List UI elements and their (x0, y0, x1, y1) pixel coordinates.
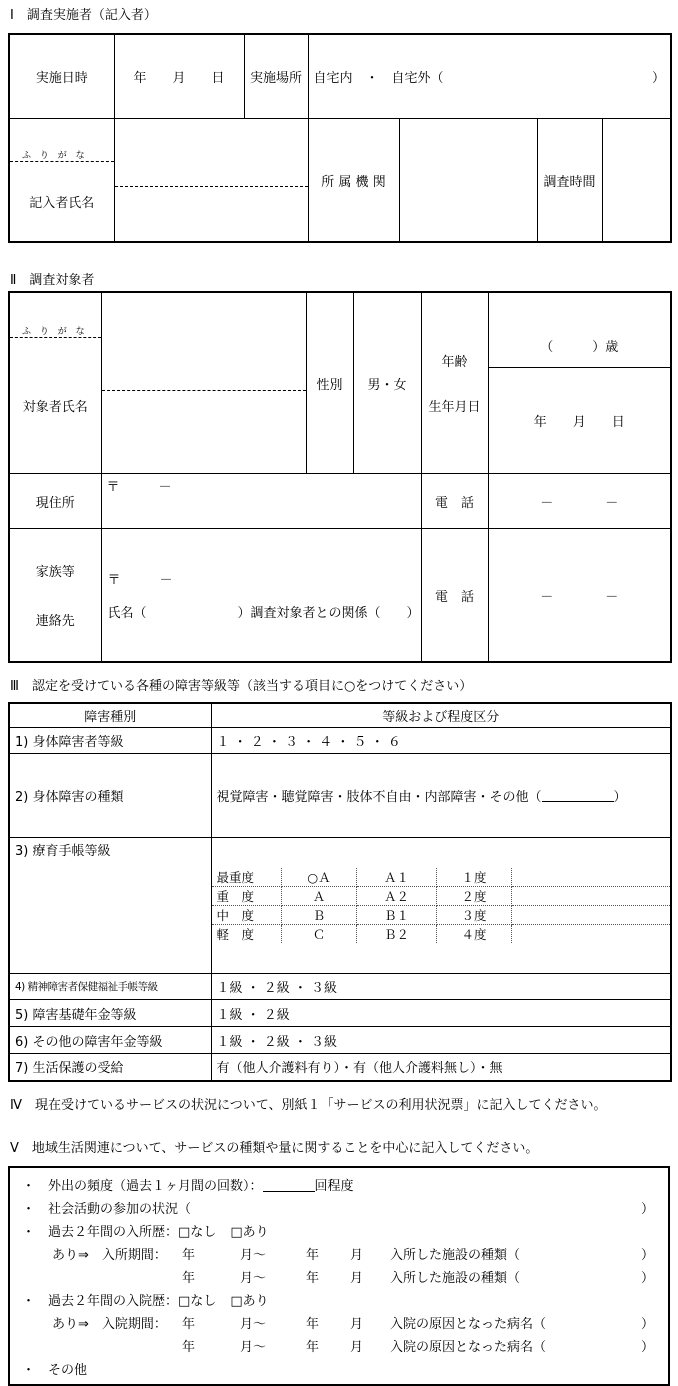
disease-name-label: 入院の原因となった病名（ (390, 1316, 547, 1332)
close-paren: ） (640, 1247, 654, 1263)
implementation-place-label: 実施場所 (244, 34, 308, 119)
address-tel-label: 電 話 (421, 474, 488, 529)
grade-header: 等級および程度区分 (211, 703, 671, 728)
hospitalization-history-label: 過去２年間の入院歴： (48, 1293, 179, 1309)
admission-period-line-1 (52, 1242, 658, 1265)
family-postal-field[interactable]: 〒 － (107, 573, 173, 588)
section5-title: Ⅴ 地域生活関連について、サービスの種類や量に関することを中心に記入してください。 (10, 1140, 539, 1156)
hospitalization-period-line-1 (52, 1311, 658, 1334)
bullet: ・ (22, 1178, 36, 1194)
section1-title: Ⅰ 調査実施者（記入者） (10, 8, 157, 23)
rehab-grade-option[interactable]: Ｃ (282, 925, 357, 944)
hospitalization-period-prefix: あり⇒ 入院期間： (52, 1316, 167, 1332)
survey-implementer-table (8, 33, 672, 243)
hospitalization-none-checkbox[interactable]: □なし (178, 1293, 217, 1309)
subject-name-label-cell (9, 292, 101, 474)
disability-type-header: 障害種別 (9, 703, 211, 728)
rehab-handbook-label: 3) 療育手帳等級 (9, 838, 211, 974)
survey-time-label: 調査時間 (537, 119, 602, 243)
rehab-grade-blank[interactable] (512, 887, 672, 906)
rehab-grade-option[interactable]: Ｂ (282, 906, 357, 925)
rehab-level-label: 最重度 (212, 868, 282, 887)
current-address-label: 現住所 (9, 474, 101, 529)
survey-time-field[interactable] (602, 119, 671, 243)
community-life-box (8, 1166, 670, 1386)
section4-text: Ⅳ 現在受けているサービスの状況について、別紙１「サービスの利用状況票」に記入してください。 (10, 1097, 607, 1113)
subject-name-label: 対象者氏名 (22, 400, 88, 415)
admission-period-prefix: あり⇒ 入所期間： (52, 1247, 167, 1263)
family-contact-field[interactable] (101, 529, 421, 663)
physical-grade-options[interactable]: １ ・ ２ ・ ３ ・ ４ ・ ５ ・ ６ (211, 728, 671, 754)
facility-type-label: 入所した施設の種類（ (390, 1247, 521, 1263)
month-label[interactable]: 月 (350, 1339, 364, 1355)
rehab-grade-option[interactable]: Ａ２ (357, 887, 437, 906)
birthdate-field[interactable]: 年 月 日 (533, 415, 625, 430)
rehab-grade-option[interactable]: Ｂ１ (357, 906, 437, 925)
disability-grades-table (8, 702, 672, 1082)
basic-pension-options[interactable]: １級 ・ ２級 (211, 1000, 671, 1027)
month-tilde-label[interactable]: 月～ (240, 1247, 267, 1263)
month-tilde-label[interactable]: 月～ (240, 1316, 267, 1332)
mental-handbook-options[interactable]: １級 ・ ２級 ・ ３級 (211, 974, 671, 1000)
recorder-furigana-field[interactable] (115, 174, 308, 187)
family-contact-label (9, 529, 101, 663)
month-label[interactable]: 月 (350, 1247, 364, 1263)
close-paren: ） (640, 1201, 654, 1217)
sex-label: 性別 (306, 292, 353, 474)
family-contact-label-line1: 家族等 (35, 565, 75, 580)
address-tel-field[interactable]: － － (488, 474, 671, 529)
other-disability-blank[interactable] (542, 789, 614, 802)
close-paren: ） (640, 1316, 654, 1332)
rehab-handbook-grid (212, 868, 672, 943)
hospitalization-yes-checkbox[interactable]: □あり (230, 1293, 269, 1309)
other-label: その他 (48, 1362, 88, 1378)
age-birth-value-cell (488, 292, 671, 474)
affiliation-field[interactable] (399, 119, 537, 243)
year-label[interactable]: 年 (182, 1316, 196, 1332)
mental-handbook-label: 4) 精神障害者保健福祉手帳等級 (9, 974, 211, 1000)
rehab-level-label: 中 度 (212, 906, 282, 925)
outing-frequency-line (22, 1173, 658, 1196)
age-field[interactable]: （ ）歳 (489, 323, 671, 368)
year-label[interactable]: 年 (306, 1316, 320, 1332)
outing-frequency-label: 外出の頻度（過去１ヶ月間の回数）： (48, 1178, 263, 1194)
outing-count-blank[interactable] (263, 1177, 315, 1192)
month-tilde-label[interactable]: 月～ (240, 1339, 267, 1355)
other-pension-label: 6) その他の障害年金等級 (9, 1027, 211, 1054)
month-label[interactable]: 月 (350, 1270, 364, 1286)
year-label[interactable]: 年 (306, 1270, 320, 1286)
family-name-relation-field[interactable]: 氏名（ ）調査対象者との関係（ ） (107, 606, 420, 621)
social-activity-line (22, 1196, 658, 1219)
month-tilde-label[interactable]: 月～ (240, 1270, 267, 1286)
close-paren: ） (640, 1339, 654, 1355)
age-birth-label-cell (421, 292, 488, 474)
affiliation-label: 所 属 機 関 (308, 119, 399, 243)
basic-pension-label: 5) 障害基礎年金等級 (9, 1000, 211, 1027)
place-close-paren: ） (652, 71, 666, 86)
subject-name-field[interactable] (101, 292, 306, 474)
rehab-grade-blank[interactable] (512, 868, 672, 887)
bullet: ・ (22, 1224, 36, 1240)
implementation-datetime-label: 実施日時 (9, 34, 114, 119)
rehab-grade-option[interactable]: ○Ａ (282, 868, 357, 887)
rehab-grade-blank[interactable] (512, 925, 672, 944)
bullet: ・ (22, 1201, 36, 1217)
other-line (22, 1357, 658, 1380)
rehab-level-label: 軽 度 (212, 925, 282, 944)
survey-subject-table (8, 291, 672, 663)
family-tel-field[interactable]: － － (488, 529, 671, 663)
rehab-grade-option[interactable]: Ａ１ (357, 868, 437, 887)
birth-label: 生年月日 (428, 400, 481, 415)
recorder-name-label-cell (9, 119, 114, 243)
section2-title: Ⅱ 調査対象者 (10, 273, 95, 288)
age-label: 年齢 (441, 355, 468, 370)
subject-furigana-field[interactable] (102, 376, 306, 391)
place-options-text: 自宅内 ・ 自宅外（ (313, 71, 444, 86)
rehab-level-label: 重 度 (212, 887, 282, 906)
current-address-field[interactable]: 〒 － (101, 474, 421, 529)
facility-type-label: 入所した施設の種類（ (390, 1270, 521, 1286)
rehab-grade-option[interactable]: Ａ (282, 887, 357, 906)
rehab-grade-option[interactable]: Ｂ２ (357, 925, 437, 944)
physical-type-options-text: 視覚障害・聴覚障害・肢体不自由・内部障害・その他（ (216, 790, 542, 805)
family-tel-label: 電 話 (421, 529, 488, 663)
welfare-options[interactable]: 有（他人介護料有り）・有（他人介護料無し）・無 (211, 1054, 671, 1081)
other-pension-options[interactable]: １級 ・ ２級 ・ ３級 (211, 1027, 671, 1054)
year-label[interactable]: 年 (306, 1339, 320, 1355)
year-label[interactable]: 年 (182, 1339, 196, 1355)
rehab-grade-option[interactable]: ４度 (437, 925, 512, 944)
implementation-date-field[interactable]: 年 月 日 (114, 34, 244, 119)
subject-furigana-label: ふ り が な (10, 323, 101, 338)
welfare-label: 7) 生活保護の受給 (9, 1054, 211, 1081)
admission-none-checkbox[interactable]: □なし (178, 1224, 217, 1240)
disease-name-label: 入院の原因となった病名（ (390, 1339, 547, 1355)
physical-type-label: 2) 身体障害の種類 (9, 754, 211, 838)
admission-history-label: 過去２年間の入所歴： (48, 1224, 179, 1240)
recorder-name-label: 記入者氏名 (29, 196, 95, 211)
family-contact-label-line2: 連絡先 (35, 614, 75, 629)
rehab-grade-option[interactable]: ３度 (437, 906, 512, 925)
sex-options[interactable]: 男・女 (353, 292, 421, 474)
admission-history-line (22, 1219, 658, 1242)
rehab-grade-option[interactable]: ２度 (437, 887, 512, 906)
recorder-name-field[interactable] (114, 119, 308, 243)
bullet: ・ (22, 1362, 36, 1378)
close-paren: ） (640, 1270, 654, 1286)
admission-period-line-2 (52, 1265, 658, 1288)
section3-title: Ⅲ 認定を受けている各種の障害等級等（該当する項目に○をつけてください） (10, 679, 473, 694)
physical-type-options[interactable] (211, 754, 671, 838)
recorder-furigana-label: ふ り が な (10, 149, 114, 162)
year-label[interactable]: 年 (182, 1270, 196, 1286)
hospitalization-history-line (22, 1288, 658, 1311)
rehab-grade-blank[interactable] (512, 906, 672, 925)
rehab-grade-option[interactable]: １度 (437, 868, 512, 887)
outing-frequency-suffix: 回程度 (314, 1178, 354, 1194)
year-label[interactable]: 年 (182, 1247, 196, 1263)
hospitalization-period-line-2 (52, 1334, 658, 1357)
social-activity-label: 社会活動の参加の状況（ (48, 1201, 192, 1217)
implementation-place-field[interactable] (308, 34, 671, 119)
month-label[interactable]: 月 (350, 1316, 364, 1332)
bullet: ・ (22, 1293, 36, 1309)
physical-grade-label: 1) 身体障害者等級 (9, 728, 211, 754)
year-label[interactable]: 年 (306, 1247, 320, 1263)
rehab-handbook-grid-cell (211, 838, 671, 974)
admission-yes-checkbox[interactable]: □あり (230, 1224, 269, 1240)
physical-type-close-paren: ） (613, 790, 627, 805)
